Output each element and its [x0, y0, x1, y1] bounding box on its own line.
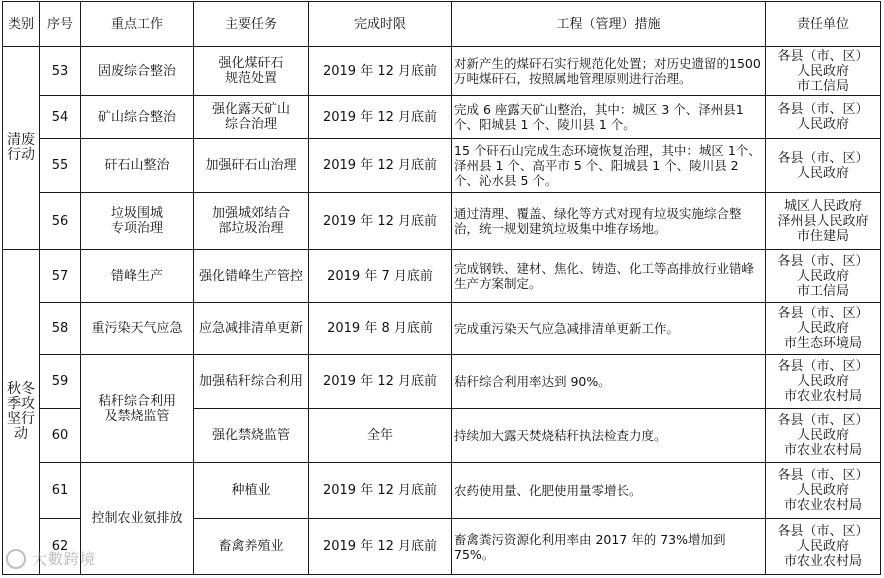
task-text: 强化露天矿山 — [211, 102, 290, 117]
task-cell — [194, 250, 309, 303]
measure-cell: 秸秆综合利用率达到 90%。 — [452, 355, 766, 409]
category-text: 坚行 — [7, 411, 35, 427]
key-work-text: 矿山综合整治 — [97, 109, 176, 125]
header-responsible-unit: 责任单位 — [766, 2, 881, 47]
responsible-text: 城区人民政府 — [783, 198, 862, 214]
deadline-cell: 2019 年 12 月底前 — [309, 139, 452, 193]
responsible-cell — [766, 193, 881, 250]
responsible-cell — [766, 519, 881, 575]
deadline-cell: 2019 年 7 月底前 — [309, 250, 452, 303]
table-row — [3, 193, 881, 250]
responsible-text: 市农业农村局 — [783, 443, 862, 458]
row-number: 61 — [40, 463, 81, 519]
responsible-text: 市生态环境局 — [783, 336, 862, 351]
responsible-text: 各县（市、区） — [777, 306, 869, 321]
deadline-cell: 2019 年 12 月底前 — [309, 519, 452, 575]
responsible-text: 市农业农村局 — [783, 554, 862, 569]
category-text: 清废 — [7, 132, 35, 148]
responsible-text: 各县（市、区） — [777, 359, 869, 374]
task-cell — [194, 519, 309, 575]
task-cell — [194, 47, 309, 96]
responsible-text: 市农业农村局 — [783, 389, 862, 404]
header-main-task: 主要任务 — [194, 2, 309, 47]
key-work-text: 重污染天气应急 — [91, 321, 183, 336]
row-number: 55 — [40, 139, 81, 193]
task-text: 应急减排清单更新 — [198, 321, 303, 336]
measure-cell: 持续加大露天焚烧秸秆执法检查力度。 — [452, 409, 766, 463]
responsible-text: 各县（市、区） — [777, 102, 869, 117]
responsible-text: 各县（市、区） — [777, 48, 869, 64]
category-text: 行动 — [7, 147, 35, 163]
deadline-cell: 2019 年 12 月底前 — [309, 96, 452, 139]
key-work-text: 控制农业氨排放 — [91, 511, 183, 526]
task-text: 种植业 — [231, 483, 271, 498]
row-number: 58 — [40, 303, 81, 355]
task-text: 强化煤矸石 — [218, 56, 284, 71]
responsible-text: 各县（市、区） — [777, 253, 869, 269]
deadline-cell: 全年 — [309, 409, 452, 463]
header-key-work: 重点工作 — [81, 2, 194, 47]
measure-cell: 畜禽粪污资源化利用率由 2017 年的 73%增加到75%。 — [452, 519, 766, 575]
responsible-text: 各县（市、区） — [777, 468, 869, 483]
responsible-cell — [766, 96, 881, 139]
key-work-cell — [81, 96, 194, 139]
responsible-text: 各县（市、区） — [777, 413, 869, 428]
measure-cell: 对新产生的煤矸石实行规范化处置；对历史遗留的1500 万吨煤矸石，按照属地管理原则进行治理。 — [452, 47, 766, 96]
key-work-cell — [81, 463, 194, 575]
task-table — [2, 1, 881, 575]
task-text: 加强城郊结合 — [211, 206, 290, 221]
responsible-text: 市工信局 — [796, 283, 849, 299]
row-number: 56 — [40, 193, 81, 250]
header-measures: 工程（管理）措施 — [452, 2, 766, 47]
measure-cell: 完成 6 座露天矿山整治，其中：城区 3 个、泽州县1 个、阳城县 1 个、陵川县 1 个。 — [452, 96, 766, 139]
category-cell — [3, 47, 40, 250]
responsible-text: 人民政府 — [796, 428, 849, 443]
deadline-cell: 2019 年 12 月底前 — [309, 193, 452, 250]
measure-cell: 完成钢铁、建材、焦化、铸造、化工等高排放行业错峰生产方案制定。 — [452, 250, 766, 303]
row-number: 57 — [40, 250, 81, 303]
task-cell — [194, 303, 309, 355]
header-deadline: 完成时限 — [309, 2, 452, 47]
table-row — [3, 355, 881, 409]
key-work-text: 矸石山整治 — [104, 158, 170, 173]
deadline-cell: 2019 年 12 月底前 — [309, 355, 452, 409]
deadline-cell: 2019 年 8 月底前 — [309, 303, 452, 355]
task-cell — [194, 96, 309, 139]
responsible-cell — [766, 139, 881, 193]
table-row — [3, 47, 881, 96]
key-work-cell — [81, 303, 194, 355]
category-text: 秋冬 — [7, 381, 35, 397]
task-text: 综合治理 — [224, 117, 277, 132]
watermark-text: 大數跨境 — [32, 550, 97, 568]
table-row — [3, 463, 881, 519]
key-work-cell — [81, 355, 194, 463]
key-work-text: 错峰生产 — [110, 268, 163, 284]
task-cell — [194, 139, 309, 193]
task-cell — [194, 463, 309, 519]
category-text: 季攻 — [7, 396, 35, 412]
responsible-text: 人民政府 — [796, 539, 849, 554]
header-number: 序号 — [40, 2, 81, 47]
responsible-text: 人民政府 — [796, 117, 849, 132]
responsible-cell — [766, 250, 881, 303]
watermark-logo-icon — [6, 549, 26, 569]
deadline-cell: 2019 年 12 月底前 — [309, 463, 452, 519]
table-row — [3, 303, 881, 355]
key-work-text: 固废综合整治 — [97, 63, 176, 79]
responsible-cell — [766, 409, 881, 463]
task-text: 强化禁烧监管 — [211, 428, 290, 443]
row-number: 59 — [40, 355, 81, 409]
key-work-cell — [81, 139, 194, 193]
key-work-cell — [81, 193, 194, 250]
task-text: 加强矸石山治理 — [205, 158, 297, 173]
key-work-text: 专项治理 — [110, 221, 163, 236]
task-cell — [194, 409, 309, 463]
measure-cell: 通过清理、覆盖、绿化等方式对现有垃圾实施综合整治，统一规划建筑垃圾集中堆存场地。 — [452, 193, 766, 250]
responsible-text: 人民政府 — [796, 268, 849, 284]
category-cell — [3, 250, 40, 575]
header-row — [3, 2, 881, 47]
responsible-text: 泽州县人民政府 — [777, 213, 869, 229]
table-row — [3, 250, 881, 303]
responsible-text: 人民政府 — [796, 374, 849, 389]
task-text: 规范处置 — [224, 71, 277, 86]
key-work-text: 及禁烧监管 — [104, 408, 170, 424]
key-work-text: 秸秆综合利用 — [97, 393, 176, 409]
task-text: 畜禽养殖业 — [218, 539, 284, 554]
table-row — [3, 139, 881, 193]
responsible-text: 人民政府 — [796, 165, 849, 181]
key-work-text: 垃圾围城 — [110, 206, 163, 221]
responsible-text: 各县（市、区） — [777, 150, 869, 166]
task-cell — [194, 355, 309, 409]
measure-cell: 15 个矸石山完成生态环境恢复治理，其中：城区 1个、泽州县 1 个、高平市 5 个、阳城县 1 个、陵川县 2 个、沁水县 5 个。 — [452, 139, 766, 193]
row-number: 54 — [40, 96, 81, 139]
task-text: 强化错峰生产管控 — [198, 268, 303, 284]
row-number: 53 — [40, 47, 81, 96]
task-text: 加强秸秆综合利用 — [198, 374, 303, 389]
category-text: 动 — [14, 426, 28, 442]
watermark — [6, 548, 96, 570]
row-number: 60 — [40, 409, 81, 463]
table-row — [3, 96, 881, 139]
key-work-cell — [81, 47, 194, 96]
responsible-cell — [766, 47, 881, 96]
task-text: 部垃圾治理 — [218, 221, 284, 236]
measure-cell: 农药使用量、化肥使用量零增长。 — [452, 463, 766, 519]
responsible-text: 人民政府 — [796, 483, 849, 498]
responsible-text: 市农业农村局 — [783, 498, 862, 513]
responsible-cell — [766, 355, 881, 409]
deadline-cell: 2019 年 12 月底前 — [309, 47, 452, 96]
responsible-text: 人民政府 — [796, 321, 849, 336]
key-work-cell — [81, 250, 194, 303]
responsible-text: 各县（市、区） — [777, 524, 869, 539]
responsible-text: 市工信局 — [796, 78, 849, 94]
responsible-text: 人民政府 — [796, 63, 849, 79]
responsible-cell — [766, 303, 881, 355]
responsible-cell — [766, 463, 881, 519]
header-category: 类别 — [3, 2, 40, 47]
responsible-text: 市住建局 — [796, 228, 849, 244]
task-cell — [194, 193, 309, 250]
row-number: 62 — [40, 519, 81, 575]
measure-cell: 完成重污染天气应急减排清单更新工作。 — [452, 303, 766, 355]
